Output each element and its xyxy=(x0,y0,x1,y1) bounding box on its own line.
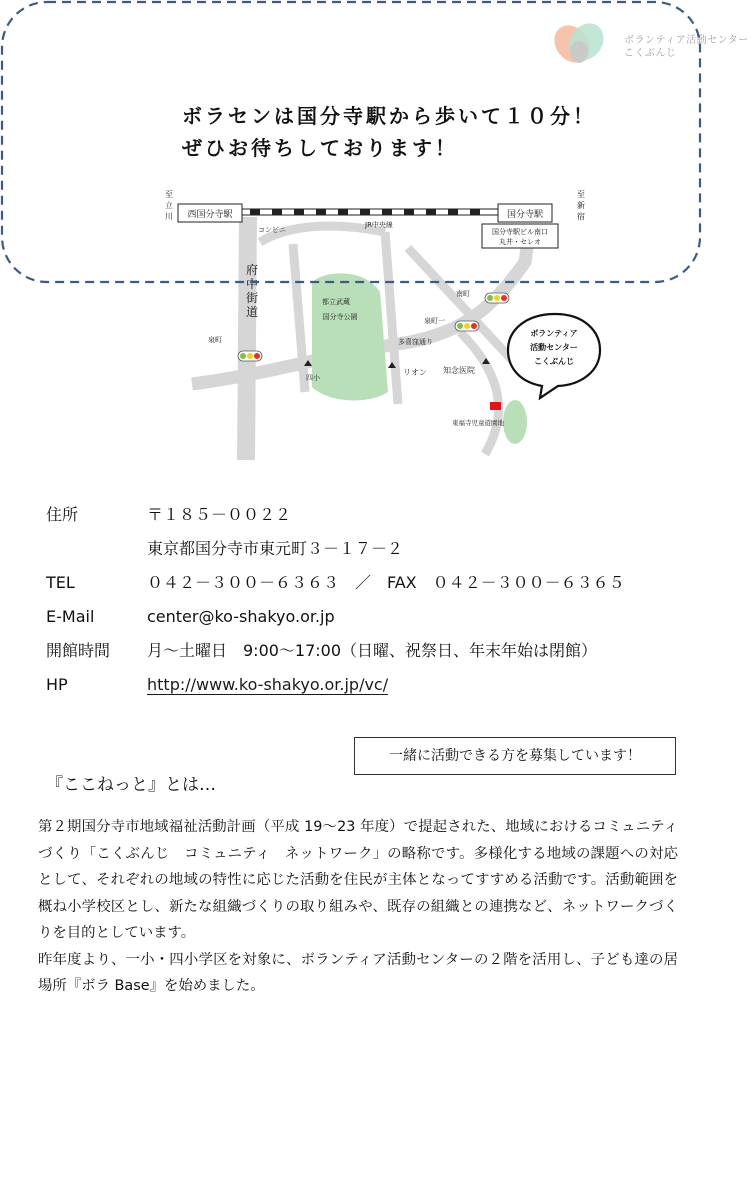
bubble-line-2: 活動センター xyxy=(530,343,578,352)
signal-left-label: 泉町 xyxy=(208,336,222,344)
email-value: center@ko-shakyo.or.jp xyxy=(147,607,335,626)
hours-row xyxy=(46,634,726,668)
logo-line-1: ボランティア活動センター xyxy=(624,35,749,46)
west-station-label: 西国分寺駅 xyxy=(187,210,233,220)
to-right-2: 新 xyxy=(577,201,585,210)
address-value xyxy=(147,498,726,566)
hp-value xyxy=(147,668,726,702)
tamakisai-label: 多喜窪通り xyxy=(398,338,433,346)
leon-label: リオン xyxy=(403,368,427,377)
homepage-link[interactable]: http://www.ko-shakyo.or.jp/vc/ xyxy=(147,675,389,694)
community-paragraph-2: 昨年度より、一小・四小学区を対象に、ボランティア活動センターの２階を活用し、子ども達の居場所『ボラ Base』を始めました。 xyxy=(38,951,678,994)
fuchu-road-4: 道 xyxy=(245,305,259,319)
hp-label: HP xyxy=(46,675,68,694)
to-right-1: 至 xyxy=(577,190,585,199)
hp-row xyxy=(46,668,726,702)
community-box-border xyxy=(0,0,702,284)
street-address: 東京都国分寺市東元町３－１７－２ xyxy=(147,539,404,558)
contact-info xyxy=(46,498,726,702)
to-right-3: 宿 xyxy=(577,212,585,221)
tel-row xyxy=(46,566,726,600)
jr-line-label: JR中央線 xyxy=(365,221,393,229)
headline-line-1: ボラセンは国分寺駅から歩いて１０分！ xyxy=(182,104,596,128)
signal-mid xyxy=(455,321,479,331)
signal-right xyxy=(485,293,509,303)
bubble-line-3: こくぶんじ xyxy=(534,357,574,366)
south-road xyxy=(460,332,499,454)
fuchu-road-2: 中 xyxy=(245,277,259,291)
headline-line-2: ぜひお待ちしております！ xyxy=(182,136,458,160)
building-name-2: 丸井・セレオ xyxy=(499,238,541,246)
recruit-banner: 一緒に活動できる方を募集しています！ xyxy=(354,737,676,775)
signal-left xyxy=(238,351,262,361)
park-area xyxy=(312,273,388,400)
community-description xyxy=(38,814,678,1000)
tel-fax-value: ０４２－３００－６３６３ ／ FAX ０４２－３００－６３６５ xyxy=(147,573,625,592)
conbini-label: コンビニ xyxy=(258,226,286,234)
children-park-area xyxy=(503,400,527,444)
center-bubble xyxy=(508,314,600,398)
park-name-1: 都立武蔵 xyxy=(322,298,350,306)
to-left-1: 至 xyxy=(165,190,173,199)
building-name-1: 国分寺駅ビル南口 xyxy=(492,228,548,236)
community-title: 『ここねっと』とは… xyxy=(46,775,216,795)
tel-label: TEL xyxy=(46,573,75,592)
bubble-line-1: ボランティア xyxy=(530,329,578,338)
address-label: 住所 xyxy=(46,505,79,524)
community-paragraph-1: 第２期国分寺市地域福祉活動計画（平成 19～23 年度）で提起された、地域におけるコミュニティづくり「こくぶんじ コミュニティ ネットワーク」の略称です。多様化する地域の課題への対応として、それぞれの地域の特性に応じた活動を住民が主体となってすすめる活動です。活動範囲を概ね小学校区とし、新たな組織づくりの取り組みや、既存の組織との連携など、ネットワークづくりを目的としています。 xyxy=(38,819,678,941)
east-station-label: 国分寺駅 xyxy=(506,210,544,220)
address-row xyxy=(46,498,726,566)
signal-right-label: 南町 xyxy=(456,290,470,298)
hospital-label: 知念医院 xyxy=(443,366,475,375)
signal-mid-label: 泉町一 xyxy=(424,317,445,325)
children-park-label: 東福寺児童遊園地 xyxy=(452,419,504,427)
park-name-2: 国分寺公園 xyxy=(322,313,358,321)
fuchu-road-3: 街 xyxy=(245,291,259,305)
destination-marker xyxy=(490,402,501,410)
to-left-3: 川 xyxy=(165,212,173,221)
hours-value: 月～土曜日 9:00～17:00（日曜、祝祭日、年末年始は閉館） xyxy=(147,641,598,660)
email-row xyxy=(46,600,726,634)
email-label: E-Mail xyxy=(46,607,95,626)
postal-code: 〒１８５－００２２ xyxy=(147,505,292,524)
to-left-2: 立 xyxy=(165,201,173,210)
shiyo-label: 四小 xyxy=(306,374,320,382)
hours-label: 開館時間 xyxy=(46,641,111,660)
logo-line-2: こくぶんじ xyxy=(624,48,677,59)
fuchu-road-1: 府 xyxy=(245,263,259,277)
